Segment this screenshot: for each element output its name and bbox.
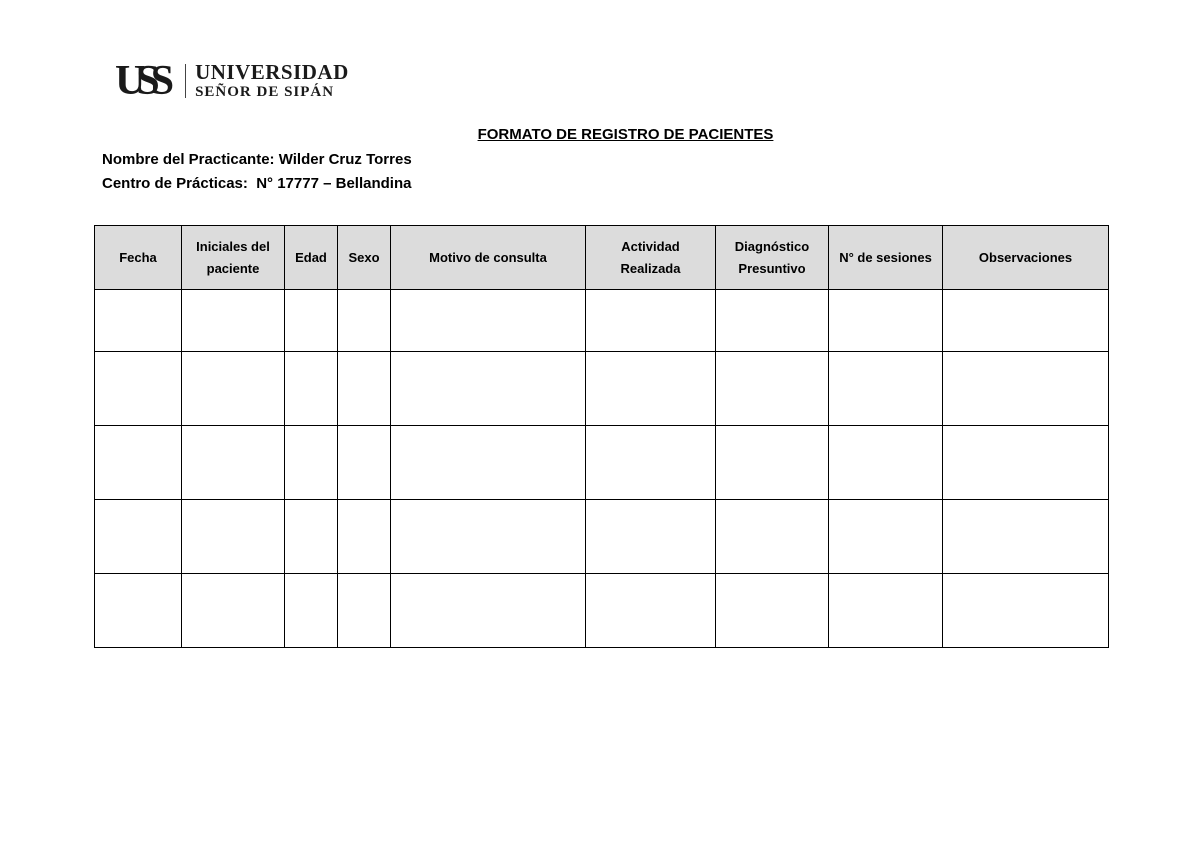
table-cell [338,500,391,574]
table-cell [95,500,182,574]
table-body [95,290,1109,648]
column-header-text: Diagnóstico [734,238,810,254]
table-cell [338,290,391,352]
column-header [95,226,182,290]
table-cell [943,426,1109,500]
table-cell [95,426,182,500]
table-cell [829,574,943,648]
table-cell [182,426,285,500]
column-header [285,226,338,290]
table-cell [285,426,338,500]
table-cell [338,352,391,426]
table-cell [943,500,1109,574]
university-logo [115,60,349,102]
table-cell [586,290,716,352]
table-cell [943,574,1109,648]
table-cell [586,574,716,648]
table-cell [338,426,391,500]
column-header-text: Actividad [621,238,680,254]
table-cell [182,574,285,648]
column-header [182,226,285,290]
logo-line-universidad: UNIVERSIDAD [195,60,349,84]
table-cell [391,574,586,648]
table-cell [586,426,716,500]
column-header-text: Iniciales del [196,238,270,254]
table-cell [285,290,338,352]
table-row [95,574,1109,648]
uss-logo-mark: USS [115,58,166,104]
practicante-name: Nombre del Practicante: Wilder Cruz Torres [102,151,412,168]
table-row [95,500,1109,574]
table-cell [391,352,586,426]
table-header-row [95,226,1109,290]
table-cell [716,290,829,352]
table-cell [285,574,338,648]
column-header [829,226,943,290]
table-row [95,352,1109,426]
table-cell [829,426,943,500]
column-header-text: Realizada [620,260,681,276]
logo-wordmark [195,62,349,100]
table-cell [338,574,391,648]
table-cell [285,352,338,426]
column-header [943,226,1109,290]
column-header [338,226,391,290]
table-cell [182,352,285,426]
table-cell [829,500,943,574]
table-cell [586,500,716,574]
table-cell [95,352,182,426]
column-header [391,226,586,290]
table-cell [716,500,829,574]
table-cell [586,352,716,426]
table-cell [943,290,1109,352]
table-cell [285,500,338,574]
column-header-text: Motivo de consulta [429,249,547,265]
column-header [586,226,716,290]
table-cell [391,500,586,574]
logo-line-senor-de-sipan: SEÑOR DE SIPÁN [195,84,335,100]
table-cell [716,352,829,426]
logo-divider [185,64,186,98]
table-cell [391,426,586,500]
document-title: FORMATO DE REGISTRO DE PACIENTES [477,126,774,143]
table-cell [182,290,285,352]
table-cell [829,352,943,426]
column-header-text: N° de sesiones [839,249,932,265]
table-cell [95,290,182,352]
column-header-text: paciente [206,260,260,276]
column-header-text: Sexo [348,249,380,265]
patient-registry-table [94,225,1109,648]
table-cell [943,352,1109,426]
table-cell [716,574,829,648]
column-header-text: Observaciones [978,249,1073,265]
column-header [716,226,829,290]
column-header-text: Edad [295,249,327,265]
table-cell [391,290,586,352]
table-cell [182,500,285,574]
column-header-text: Fecha [119,249,157,265]
table-cell [95,574,182,648]
table-row [95,426,1109,500]
centro-practicas: Centro de Prácticas: N° 17777 – Bellandina [102,175,412,192]
table-cell [829,290,943,352]
table-cell [716,426,829,500]
column-header-text: Presuntivo [738,260,806,276]
table-row [95,290,1109,352]
